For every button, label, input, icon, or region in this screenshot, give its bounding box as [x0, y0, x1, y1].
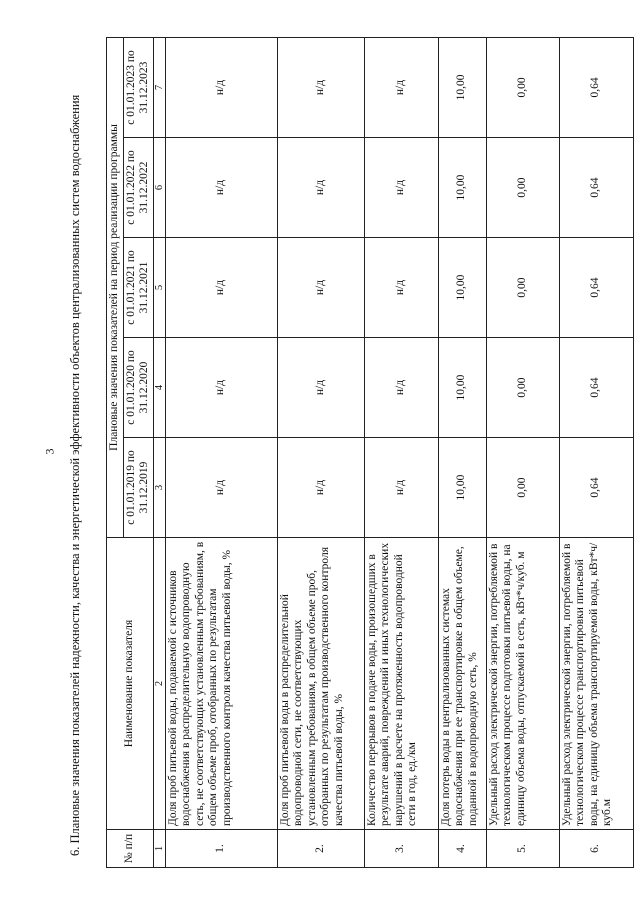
value-cell: 0,64 — [559, 238, 633, 338]
value-cell: 0,64 — [559, 438, 633, 538]
column-index-row — [153, 37, 165, 867]
value-cell: н/д — [165, 37, 277, 137]
rotated-page-content — [68, 38, 628, 868]
value-cell: 0,00 — [486, 238, 559, 338]
row-number: 5. — [486, 830, 559, 868]
row-number: 2. — [277, 830, 364, 868]
value-cell: 10,00 — [438, 37, 486, 137]
table-row — [559, 37, 633, 867]
value-cell: н/д — [364, 238, 438, 338]
indicator-name: Удельный расход электрической энергии, потребляемой в технологическом процессе транспортировки питьевой воды, на единицу объема транспортируемой воды, кВт*ч/куб.м — [559, 538, 633, 830]
column-index: 1 — [153, 830, 165, 868]
row-number: 4. — [438, 830, 486, 868]
table-row — [364, 37, 438, 867]
indicator-name: Количество перерывов в подаче воды, произошедших в результате аварий, повреждений и иных технологических нарушений в расчете на протяженность водопроводной сети в год, ед./км — [364, 538, 438, 830]
table-row — [277, 37, 364, 867]
value-cell: н/д — [277, 238, 364, 338]
value-cell: 10,00 — [438, 238, 486, 338]
header-number: № п/п — [107, 830, 154, 868]
row-number: 1. — [165, 830, 277, 868]
value-cell: 0,64 — [559, 138, 633, 238]
table-row — [486, 37, 559, 867]
value-cell: 0,00 — [486, 438, 559, 538]
header-period: с 01.01.2023 по 31.12.2023 — [123, 37, 153, 137]
indicator-name: Доля проб питьевой воды в распределительной водопроводной сети, не соответствующих установленным требованиям, в общем объеме проб, отобранных по результатам производственного контроля качества питьевой воды, % — [277, 538, 364, 830]
value-cell: 0,64 — [559, 37, 633, 137]
header-period: с 01.01.2020 по 31.12.2020 — [123, 338, 153, 438]
indicator-name: Доля потерь воды в централизованных системах водоснабжения при ее транспортировке в общем объеме, поданной в водопроводную сеть, % — [438, 538, 486, 830]
value-cell: н/д — [277, 338, 364, 438]
column-index: 2 — [153, 538, 165, 830]
value-cell: 10,00 — [438, 438, 486, 538]
table-row — [165, 37, 277, 867]
page-number: 3 — [42, 448, 57, 455]
header-period: с 01.01.2019 по 31.12.2019 — [123, 438, 153, 538]
value-cell: н/д — [277, 37, 364, 137]
value-cell: н/д — [364, 338, 438, 438]
row-number: 3. — [364, 830, 438, 868]
indicator-name: Удельный расход электрической энергии, потребляемой в технологическом процессе подготовки питьевой воды, на единицу объема воды, отпускаемой в сеть, кВт*ч/куб. м — [486, 538, 559, 830]
value-cell: н/д — [165, 138, 277, 238]
header-period: с 01.01.2022 по 31.12.2022 — [123, 138, 153, 238]
indicators-table — [106, 37, 634, 868]
indicator-name: Доля проб питьевой воды, подаваемой с источников водоснабжения в распределительную водопроводную сеть, не соответствующих установленным требованиям, в общем объеме проб, отобранных по результатам производственного контроля качества питьевой воды, % — [165, 538, 277, 830]
value-cell: н/д — [165, 438, 277, 538]
value-cell: 0,00 — [486, 138, 559, 238]
header-indicator-name: Наименование показателя — [107, 538, 154, 830]
value-cell: 0,00 — [486, 37, 559, 137]
section-heading: 6. Плановые значения показателей надежности, качества и энергетической эффективности объектов централизованных систем водоснабжения — [68, 94, 82, 856]
row-number: 6. — [559, 830, 633, 868]
value-cell: 0,00 — [486, 338, 559, 438]
value-cell: н/д — [364, 438, 438, 538]
value-cell: 10,00 — [438, 338, 486, 438]
value-cell: н/д — [277, 438, 364, 538]
value-cell: 10,00 — [438, 138, 486, 238]
column-index: 3 — [153, 438, 165, 538]
column-index: 5 — [153, 238, 165, 338]
column-index: 7 — [153, 37, 165, 137]
column-index: 6 — [153, 138, 165, 238]
value-cell: н/д — [165, 238, 277, 338]
value-cell: 0,64 — [559, 338, 633, 438]
table-row — [438, 37, 486, 867]
value-cell: н/д — [364, 37, 438, 137]
value-cell: н/д — [165, 338, 277, 438]
header-planned-values: Плановые значения показателей на период реализации программы — [107, 37, 124, 537]
value-cell: н/д — [364, 138, 438, 238]
header-period: с 01.01.2021 по 31.12.2021 — [123, 238, 153, 338]
column-index: 4 — [153, 338, 165, 438]
value-cell: н/д — [277, 138, 364, 238]
